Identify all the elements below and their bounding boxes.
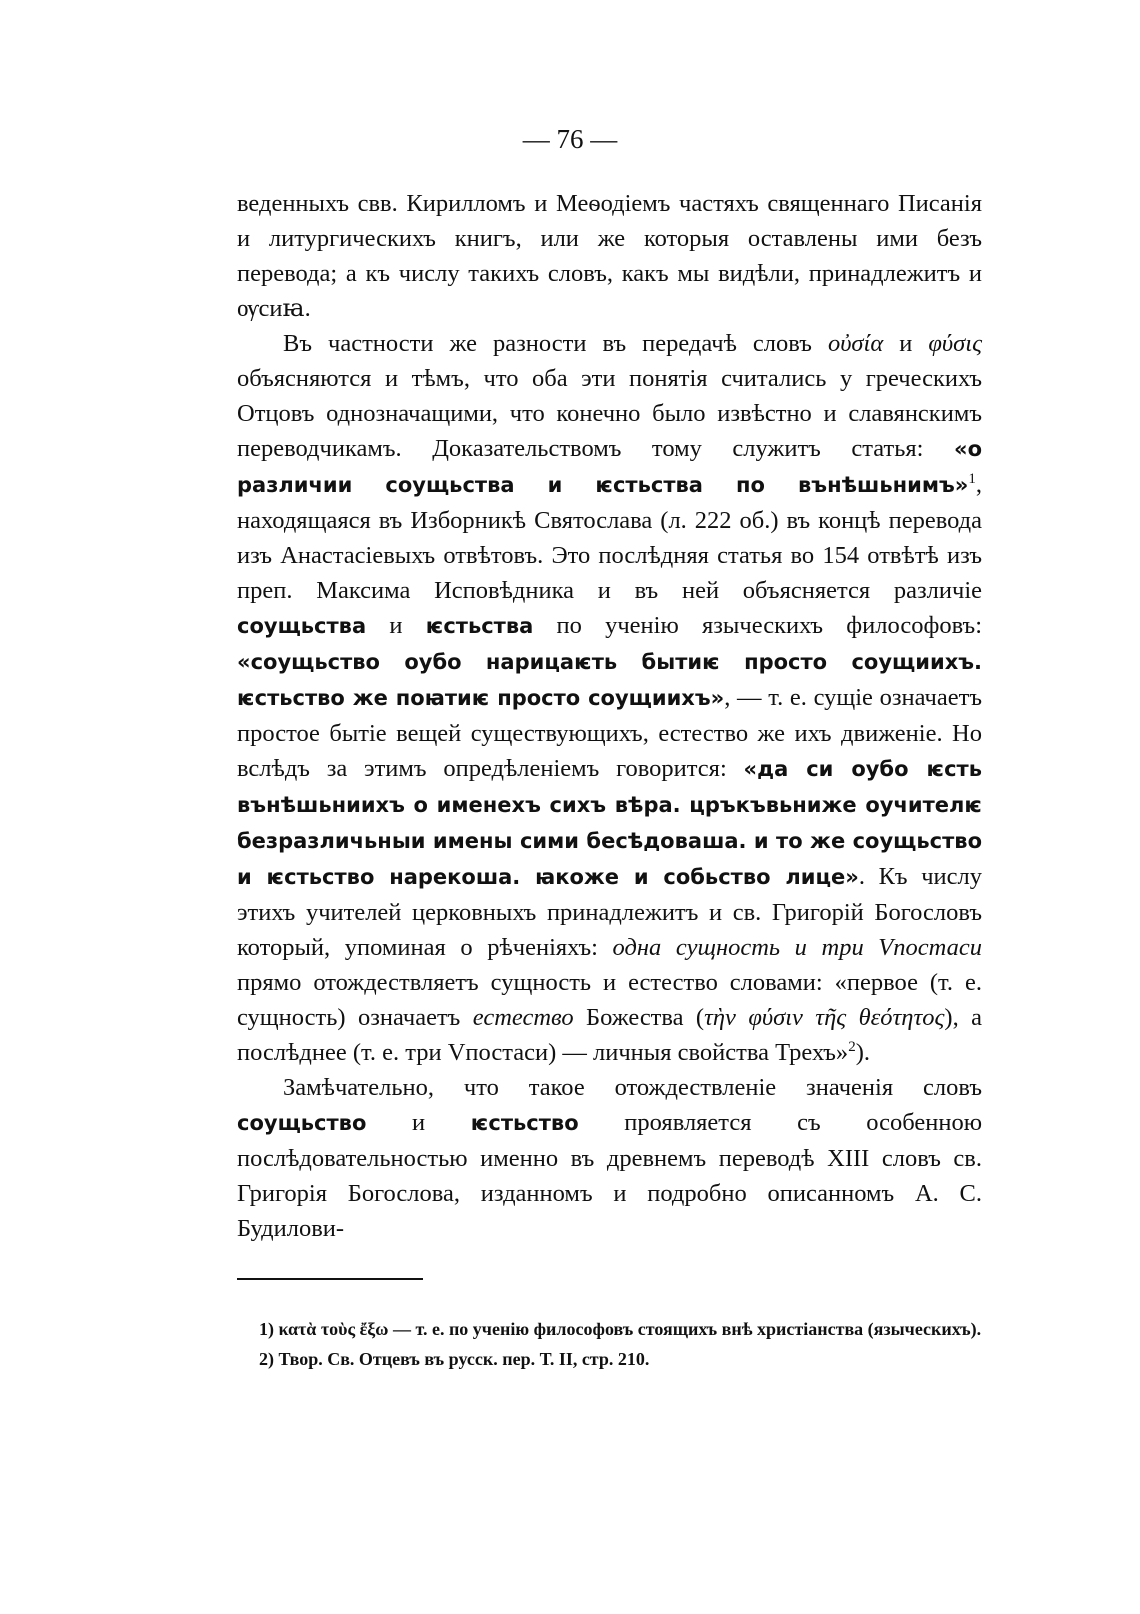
text-run: проявляется съ особенною послѣдовательностью именно въ древнемъ переводѣ XIII словъ св. Григорія Богослова, изданномъ и подробно описанномъ А. С. Будилови-	[237, 1109, 983, 1242]
footnote-marker-2: 2	[848, 1038, 856, 1055]
text-run: , находящаяся въ Изборникѣ Святослава (л. 222 об.) въ концѣ перевода изъ Анастасіевыхъ отвѣтовъ. Это послѣдняя статья во 154 отвѣтѣ изъ преп. Максима Исповѣдника и въ ней объясняется различіе	[237, 471, 982, 604]
church-slavonic-quote: «соущьство оубо нарицаѥть бытиѥ просто соущиихъ. ѥстьство же поꙗтиѥ просто соущиихъ»	[237, 650, 982, 710]
text-run: Замѣчательно, что такое отождествленіе значенія словъ	[283, 1074, 982, 1101]
text-run: ), а послѣднее (т. е. три Vпостаси) — личныя свойства Трехъ»	[237, 1004, 982, 1066]
italic-word: естество	[472, 1004, 574, 1031]
church-slavonic-word: ѥстьство	[470, 1111, 579, 1135]
greek-phrase: τὴν φύσιν τῆς θεότητος	[704, 1004, 945, 1031]
text-run: Божества (	[586, 1004, 705, 1031]
text-run: Въ частности же разности въ передачѣ словъ	[283, 330, 812, 357]
footnotes	[237, 1316, 982, 1376]
greek-word: φύσις	[928, 330, 983, 357]
footnote-divider	[237, 1278, 423, 1280]
main-text	[237, 186, 982, 1246]
paragraph-2	[237, 326, 982, 1070]
footnote-1: 1) κατὰ τοὺς ἔξω — т. е. по ученію философовъ стоящихъ внѣ христіанства (языческихъ).	[259, 1319, 982, 1339]
church-slavonic-word: соущьство	[237, 1111, 367, 1135]
text-run: по ученію языческихъ философовъ:	[556, 612, 983, 639]
text-run: и	[899, 330, 913, 357]
church-slavonic-quote: «о различии соущьства и ѥстьства по вънѣшьнимъ»	[237, 437, 982, 497]
church-slavonic-quote: «да си оубо ѥсть вънѣшьниихъ о именехъ сихъ вѣра. цръкъвьниже оучителѥ безразличьныи имены сими бесѣдоваша. и то же соущьство и ѥстьство нарекоша. ꙗкоже и собьство лице»	[237, 757, 983, 889]
paragraph-3	[237, 1070, 982, 1246]
footnote-marker-1: 1	[968, 470, 976, 487]
text-run: и	[412, 1109, 426, 1136]
text-run: ).	[855, 1039, 870, 1066]
church-slavonic-word: соущьства	[237, 614, 367, 638]
footnote-2: 2) Твор. Св. Отцевъ въ русск. пер. Т. II, стр. 210.	[259, 1349, 650, 1369]
paragraph-1: веденныхъ свв. Кирилломъ и Меѳодіемъ частяхъ священнаго Писанія и литургическихъ книгъ, или же которыя оставлены ими безъ перевода; а къ числу такихъ словъ, какъ мы видѣли, принадлежитъ и ѹсиꙗ.	[237, 190, 982, 322]
text-run: , — т. е. сущіе означаетъ простое бытіе вещей существующихъ, естество же ихъ движеніе. Но вслѣдъ за этимъ опредѣленіемъ говорится:	[237, 684, 982, 782]
page-number: — 76 —	[522, 124, 618, 154]
church-slavonic-word: ѥстьства	[425, 614, 534, 638]
greek-word: οὐσία	[827, 330, 884, 357]
text-run: объясняются и тѣмъ, что оба эти понятія считались у греческихъ Отцовъ однозначащими, что конечно было извѣстно и славянскимъ переводчикамъ. Доказательствомъ тому служитъ статья:	[237, 365, 982, 462]
italic-phrase: одна сущность и три Vпостаси	[612, 934, 982, 961]
text-run: прямо отождествляетъ сущность и естество словами: «первое (т. е. сущность) означаетъ	[237, 969, 982, 1031]
text-run: . Къ числу этихъ учителей церковныхъ принадлежитъ и св. Григорій Богословъ который, упоминая о рѣченіяхъ:	[237, 863, 982, 961]
text-run: и	[389, 612, 403, 639]
